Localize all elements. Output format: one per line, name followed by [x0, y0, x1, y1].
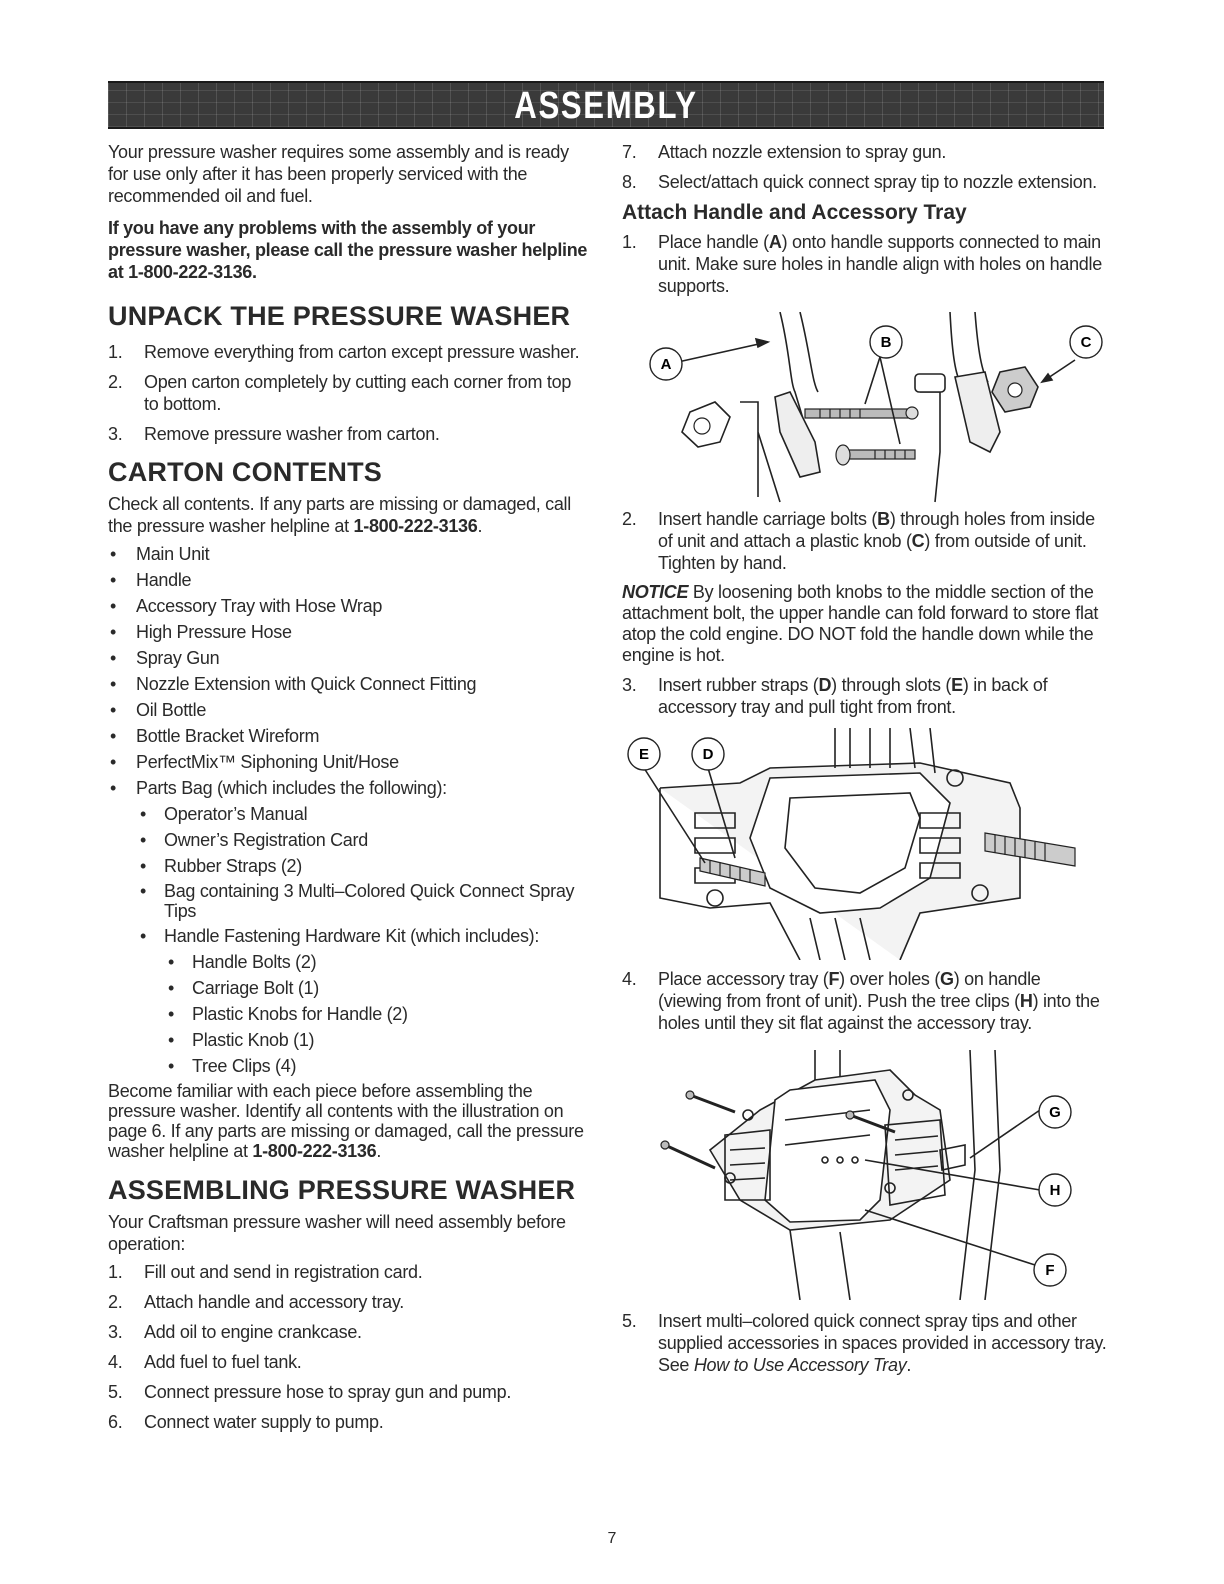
banner-title: ASSEMBLY [514, 85, 698, 127]
section-banner [108, 81, 1104, 129]
assembling-step: 1. Fill out and send in registration card. [108, 1262, 423, 1282]
callout-g: G [1049, 1104, 1061, 1121]
handle-right-support [955, 372, 1000, 452]
assembling-step: 6. Connect water supply to pump. [108, 1412, 384, 1432]
list-item: • Parts Bag (which includes the following): [108, 777, 588, 799]
list-item: • Handle Bolts (2) [108, 951, 588, 973]
list-item: • Bottle Bracket Wireform [108, 725, 588, 747]
helpline-notice: If you have any problems with the assembly of your pressure washer, please call the pressure washer helpline at 1-800-222-3136. [108, 218, 588, 282]
handle-right-upper [950, 312, 960, 382]
list-item: • Handle Fastening Hardware Kit (which includes): [108, 925, 588, 947]
assembling-heading: ASSEMBLING PRESSURE WASHER [108, 1175, 576, 1205]
support-left-leg [740, 402, 780, 502]
list-item: • Accessory Tray with Hose Wrap [108, 595, 588, 617]
attach-step: 4. Place accessory tray (F) over holes (G) on handle (viewing from front of unit). Push the tree clips (H) into the holes until they sit flat against the accessory tray. [622, 969, 1100, 1033]
assembling-step: 3. Add oil to engine crankcase. [108, 1322, 362, 1342]
handle-assembly-figure [640, 312, 1110, 512]
callout-b: B [880, 334, 892, 351]
rubber-strap-left [700, 858, 765, 886]
attach-heading: Attach Handle and Accessory Tray [622, 201, 967, 224]
callouts [628, 738, 724, 770]
notice-text: NOTICE By loosening both knobs to the middle section of the attachment bolt, the upper handle can fold forward to store flat atop the cold engine. DO NOT fold the handle down while the engine is hot. [622, 582, 1099, 665]
familiar-text: Become familiar with each piece before assembling the pressure washer. Identify all contents with the illustration on page 6. If any parts are missing or damaged, call the pressure washer helpline at 1-800-222-3136. [108, 1081, 584, 1161]
list-item: • Nozzle Extension with Quick Connect Fitting [108, 673, 588, 695]
list-item: • Plastic Knob (1) [108, 1029, 588, 1051]
tray-straps-figure [620, 728, 1090, 960]
list-item: • Spray Gun [108, 647, 588, 669]
list-item: • Operator’s Manual [108, 803, 588, 825]
list-item: • PerfectMix™ Siphoning Unit/Hose [108, 751, 588, 773]
carriage-bolt-upper [805, 407, 918, 419]
attach-step: 2. Insert handle carriage bolts (B) through holes from inside of unit and attach a plastic knob (C) from outside of unit. Tighten by hand. [622, 509, 1095, 573]
list-item: • Oil Bottle [108, 699, 588, 721]
assembling-step: 5. Connect pressure hose to spray gun and pump. [108, 1382, 512, 1402]
plastic-knob-left [682, 402, 730, 447]
callout-h: H [1049, 1182, 1061, 1199]
assembling-steps [108, 1261, 588, 1433]
assembling-intro: Your Craftsman pressure washer will need assembly before operation: [108, 1212, 566, 1254]
tray-clips-figure [640, 1050, 1090, 1300]
unpack-steps [108, 341, 588, 445]
carriage-bolt-lower [836, 445, 915, 465]
list-item: • High Pressure Hose [108, 621, 588, 643]
left-column [108, 141, 588, 1441]
accessory-tray-reference: How to Use Accessory Tray [693, 1355, 907, 1375]
carton-heading: CARTON CONTENTS [108, 457, 383, 487]
list-item: • Bag containing 3 Multi–Colored Quick Connect Spray Tips [108, 881, 588, 921]
attach-step: 1. Place handle (A) onto handle supports connected to main unit. Make sure holes in handle align with holes on handle supports. [622, 232, 1102, 296]
handle-left-support [775, 392, 820, 477]
list-item: • Tree Clips (4) [108, 1055, 588, 1077]
callout-e: E [638, 746, 650, 763]
carton-items [108, 543, 588, 799]
attach-step-5 [622, 1310, 1108, 1384]
list-item: • Carriage Bolt (1) [108, 977, 588, 999]
intro-text: Your pressure washer requires some assembly and is ready for use only after it has been properly serviced with the recommended oil and fuel. [108, 142, 569, 206]
support-right-leg [920, 392, 940, 502]
callout-c: C [1080, 334, 1092, 351]
attach-step-4 [622, 968, 1108, 1042]
handle-right [960, 1050, 1000, 1300]
callout-d: D [702, 746, 714, 763]
page-number: 7 [607, 1530, 617, 1547]
carton-intro: Check all contents. If any parts are missing or damaged, call the pressure washer helpline at 1-800-222-3136. [108, 494, 571, 536]
handle-left-upper-2 [800, 312, 818, 392]
assembling-step: 7. Attach nozzle extension to spray gun. [622, 142, 947, 162]
attach-step-1 [622, 231, 1108, 297]
unpack-heading: UNPACK THE PRESSURE WASHER [108, 301, 571, 331]
list-item: • Rubber Straps (2) [108, 855, 588, 877]
list-item: • Owner’s Registration Card [108, 829, 588, 851]
list-item: • Handle [108, 569, 588, 591]
support-tube-top [915, 374, 945, 392]
attach-step: 3. Insert rubber straps (D) through slots (E) in back of accessory tray and pull tight from front. [622, 675, 1048, 717]
unpack-step: 1. Remove everything from carton except pressure washer. [108, 342, 580, 362]
callout-f: F [1045, 1262, 1055, 1279]
tray-center-panel [765, 1080, 890, 1222]
assembling-step: 8. Select/attach quick connect spray tip to nozzle extension. [622, 172, 1097, 192]
hardware-items [108, 951, 588, 1077]
attach-step: 5. Insert multi–colored quick connect spray tips and other supplied accessories in spaces provided in accessory tray. See How to Use Accessory Tray. [622, 1311, 1107, 1375]
assembling-step: 2. Attach handle and accessory tray. [108, 1292, 404, 1312]
attach-steps-2-3 [622, 508, 1108, 726]
notice-label: NOTICE [622, 582, 689, 602]
callout-a: A [660, 356, 672, 373]
list-item: • Plastic Knobs for Handle (2) [108, 1003, 588, 1025]
right-column [622, 141, 1108, 305]
parts-bag-items [108, 803, 588, 947]
unpack-step: 3. Remove pressure washer from carton. [108, 424, 440, 444]
list-item: • Main Unit [108, 543, 588, 565]
unpack-step: 2. Open carton completely by cutting each corner from top to bottom. [108, 372, 572, 414]
assembling-step: 4. Add fuel to fuel tank. [108, 1352, 302, 1372]
callouts [1034, 1096, 1071, 1286]
assembling-steps-continued [622, 141, 1108, 193]
